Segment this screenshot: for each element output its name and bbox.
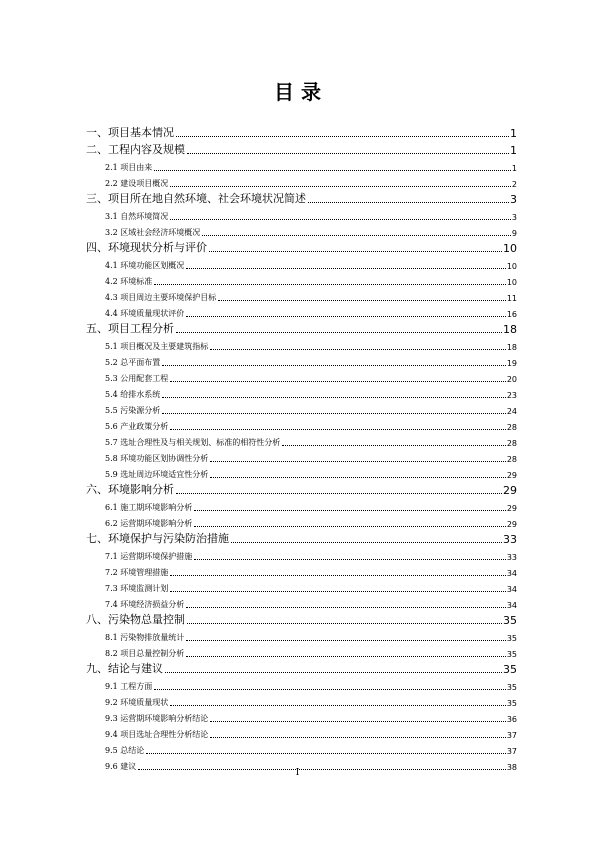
toc-entry-page-number: 10	[503, 242, 517, 255]
toc-entry-label: 九、结论与建议	[86, 662, 163, 675]
toc-section-entry[interactable]	[86, 724, 517, 740]
toc-entry-label: 6.1 施工期环境影响分析	[105, 503, 193, 512]
toc-entry-page-number: 11	[506, 294, 517, 303]
dot-leader	[202, 234, 511, 236]
dot-leader	[154, 688, 506, 690]
toc-entry-label: 9.6 建议	[105, 762, 137, 771]
toc-entry-label: 5.7 选址合理性及与相关规划、标准的相符性分析	[105, 438, 281, 447]
dot-leader	[170, 185, 511, 187]
toc-entry-page-number: 20	[506, 375, 517, 384]
toc-section-entry[interactable]	[86, 562, 517, 578]
dot-leader	[170, 590, 506, 592]
dot-leader	[170, 218, 511, 220]
toc-section-entry[interactable]	[86, 740, 517, 756]
toc-entry-label: 六、环境影响分析	[86, 483, 174, 496]
dot-leader	[210, 476, 506, 478]
toc-section-entry[interactable]	[86, 368, 517, 384]
toc-entry-page-number: 19	[506, 359, 517, 368]
dot-leader	[187, 152, 509, 154]
toc-entry-page-number: 37	[506, 747, 517, 756]
toc-chapter-entry[interactable]	[86, 123, 517, 140]
dot-leader	[194, 509, 506, 511]
toc-chapter-entry[interactable]	[86, 319, 517, 336]
toc-entry-page-number: 1	[510, 127, 517, 140]
toc-entry-page-number: 29	[506, 504, 517, 513]
toc-section-entry[interactable]	[86, 643, 517, 659]
dot-leader	[308, 201, 509, 203]
toc-entry-page-number: 1	[511, 164, 517, 173]
toc-entry-label: 5.3 公用配套工程	[105, 374, 169, 383]
dot-leader	[162, 396, 506, 398]
dot-leader	[186, 315, 506, 317]
toc-entry-page-number: 16	[506, 310, 517, 319]
toc-entry-page-number: 34	[506, 601, 517, 610]
toc-entry-page-number: 35	[503, 663, 517, 676]
dot-leader	[154, 169, 511, 171]
toc-section-entry[interactable]	[86, 206, 517, 222]
toc-entry-label: 二、工程内容及规模	[86, 143, 185, 156]
toc-section-entry[interactable]	[86, 448, 517, 464]
toc-entry-label: 4.3 项目周边主要环境保护目标	[105, 293, 217, 302]
toc-entry-page-number: 35	[506, 650, 517, 659]
dot-leader	[176, 331, 502, 333]
toc-section-entry[interactable]	[86, 497, 517, 513]
toc-entry-page-number: 34	[506, 569, 517, 578]
toc-entry-label: 9.3 运营期环境影响分析结论	[105, 714, 209, 723]
dot-leader	[186, 267, 506, 269]
toc-entry-label: 4.1 环境功能区划概况	[105, 261, 185, 270]
dot-leader	[231, 541, 502, 543]
toc-entry-page-number: 34	[506, 585, 517, 594]
toc-entry-page-number: 18	[506, 343, 517, 352]
dot-leader	[282, 444, 506, 446]
toc-section-entry[interactable]	[86, 416, 517, 432]
toc-entry-label: 2.1 项目由来	[105, 163, 153, 172]
toc-section-entry[interactable]	[86, 352, 517, 368]
toc-entry-label: 7.2 环境管理措施	[105, 568, 169, 577]
toc-entry-page-number: 28	[506, 455, 517, 464]
toc-entry-label: 5.4 给排水系统	[105, 390, 161, 399]
toc-entry-label: 5.2 总平面布置	[105, 358, 161, 367]
toc-section-entry[interactable]	[86, 594, 517, 610]
toc-entry-page-number: 37	[506, 731, 517, 740]
toc-section-entry[interactable]	[86, 400, 517, 416]
dot-leader	[210, 736, 506, 738]
toc-entry-page-number: 2	[511, 180, 517, 189]
toc-section-entry[interactable]	[86, 303, 517, 319]
toc-chapter-entry[interactable]	[86, 189, 517, 206]
toc-entry-page-number: 38	[506, 763, 517, 772]
toc-entry-label: 8.2 项目总量控制分析	[105, 649, 185, 658]
toc-entry-label: 9.5 总结论	[105, 746, 145, 755]
toc-entry-label: 9.1 工程方面	[105, 682, 153, 691]
toc-section-entry[interactable]	[86, 676, 517, 692]
toc-entry-label: 八、污染物总量控制	[86, 613, 185, 626]
toc-entry-page-number: 18	[503, 323, 517, 336]
toc-entry-label: 七、环境保护与污染防治措施	[86, 532, 229, 545]
toc-entry-label: 五、项目工程分析	[86, 322, 174, 335]
page-number: I	[295, 768, 300, 778]
dot-leader	[154, 283, 506, 285]
dot-leader	[146, 752, 506, 754]
toc-entry-page-number: 24	[506, 407, 517, 416]
toc-entry-page-number: 1	[510, 144, 517, 157]
toc-chapter-entry[interactable]	[86, 238, 517, 255]
toc-entry-label: 6.2 运营期环境影响分析	[105, 519, 193, 528]
dot-leader	[165, 671, 502, 673]
table-of-contents	[86, 123, 517, 772]
dot-leader	[176, 135, 509, 137]
dot-leader	[194, 558, 506, 560]
dot-leader	[210, 348, 506, 350]
toc-entry-label: 5.6 产业政策分析	[105, 422, 169, 431]
toc-entry-label: 7.3 环境监测计划	[105, 584, 169, 593]
toc-section-entry[interactable]	[86, 513, 517, 529]
toc-entry-label: 5.8 环境功能区划协调性分析	[105, 454, 209, 463]
toc-entry-label: 5.9 选址周边环境适宜性分析	[105, 470, 209, 479]
toc-entry-label: 9.2 环境质量现状	[105, 698, 169, 707]
toc-section-entry[interactable]	[86, 287, 517, 303]
toc-entry-page-number: 9	[511, 229, 517, 238]
toc-entry-label: 7.4 环境经济损益分析	[105, 600, 185, 609]
toc-entry-page-number: 10	[506, 262, 517, 271]
toc-entry-label: 2.2 建设项目概况	[105, 179, 169, 188]
toc-entry-label: 3.2 区域社会经济环境概况	[105, 228, 201, 237]
dot-leader	[194, 525, 506, 527]
toc-entry-page-number: 29	[506, 471, 517, 480]
dot-leader	[218, 299, 506, 301]
toc-entry-page-number: 23	[506, 391, 517, 400]
toc-chapter-entry[interactable]	[86, 529, 517, 546]
toc-entry-label: 4.2 环境标准	[105, 277, 153, 286]
dot-leader	[176, 492, 502, 494]
toc-entry-page-number: 35	[503, 614, 517, 627]
toc-chapter-entry[interactable]	[86, 659, 517, 676]
toc-entry-label: 一、项目基本情况	[86, 126, 174, 139]
toc-section-entry[interactable]	[86, 464, 517, 480]
toc-entry-page-number: 3	[511, 213, 517, 222]
dot-leader	[210, 460, 506, 462]
toc-section-entry[interactable]	[86, 157, 517, 173]
toc-section-entry[interactable]	[86, 578, 517, 594]
toc-section-entry[interactable]	[86, 384, 517, 400]
dot-leader	[170, 574, 506, 576]
toc-entry-label: 8.1 污染物排放量统计	[105, 633, 185, 642]
toc-entry-label: 5.5 污染源分析	[105, 406, 161, 415]
toc-chapter-entry[interactable]	[86, 610, 517, 627]
toc-entry-page-number: 29	[506, 520, 517, 529]
dot-leader	[186, 639, 506, 641]
toc-entry-page-number: 28	[506, 423, 517, 432]
toc-section-entry[interactable]	[86, 173, 517, 189]
toc-entry-label: 3.1 自然环境简况	[105, 212, 169, 221]
dot-leader	[209, 250, 502, 252]
toc-entry-label: 9.4 项目选址合理性分析结论	[105, 730, 209, 739]
toc-entry-page-number: 33	[503, 533, 517, 546]
dot-leader	[186, 606, 506, 608]
toc-entry-page-number: 29	[503, 484, 517, 497]
dot-leader	[186, 655, 506, 657]
dot-leader	[162, 364, 506, 366]
toc-entry-label: 7.1 运营期环境保护措施	[105, 552, 193, 561]
toc-chapter-entry[interactable]	[86, 480, 517, 497]
toc-section-entry[interactable]	[86, 708, 517, 724]
toc-section-entry[interactable]	[86, 546, 517, 562]
toc-entry-page-number: 35	[506, 683, 517, 692]
dot-leader	[170, 428, 506, 430]
toc-entry-page-number: 3	[510, 193, 517, 206]
toc-entry-label: 5.1 项目概况及主要建筑指标	[105, 342, 209, 351]
toc-section-entry[interactable]	[86, 627, 517, 643]
toc-entry-label: 三、项目所在地自然环境、社会环境状况简述	[86, 192, 306, 205]
toc-entry-label: 4.4 环境质量现状评价	[105, 309, 185, 318]
dot-leader	[162, 412, 506, 414]
page-title: 目 录	[274, 80, 321, 104]
toc-chapter-entry[interactable]	[86, 140, 517, 157]
dot-leader	[187, 622, 502, 624]
toc-section-entry[interactable]	[86, 222, 517, 238]
toc-section-entry[interactable]	[86, 336, 517, 352]
dot-leader	[210, 720, 506, 722]
dot-leader	[170, 380, 506, 382]
toc-section-entry[interactable]	[86, 432, 517, 448]
toc-entry-page-number: 33	[506, 553, 517, 562]
toc-entry-page-number: 36	[506, 715, 517, 724]
toc-section-entry[interactable]	[86, 255, 517, 271]
toc-section-entry[interactable]	[86, 692, 517, 708]
dot-leader	[170, 704, 506, 706]
toc-entry-page-number: 35	[506, 634, 517, 643]
toc-section-entry[interactable]	[86, 271, 517, 287]
toc-entry-label: 四、环境现状分析与评价	[86, 241, 207, 254]
toc-entry-page-number: 35	[506, 699, 517, 708]
toc-entry-page-number: 28	[506, 439, 517, 448]
toc-entry-page-number: 10	[506, 278, 517, 287]
